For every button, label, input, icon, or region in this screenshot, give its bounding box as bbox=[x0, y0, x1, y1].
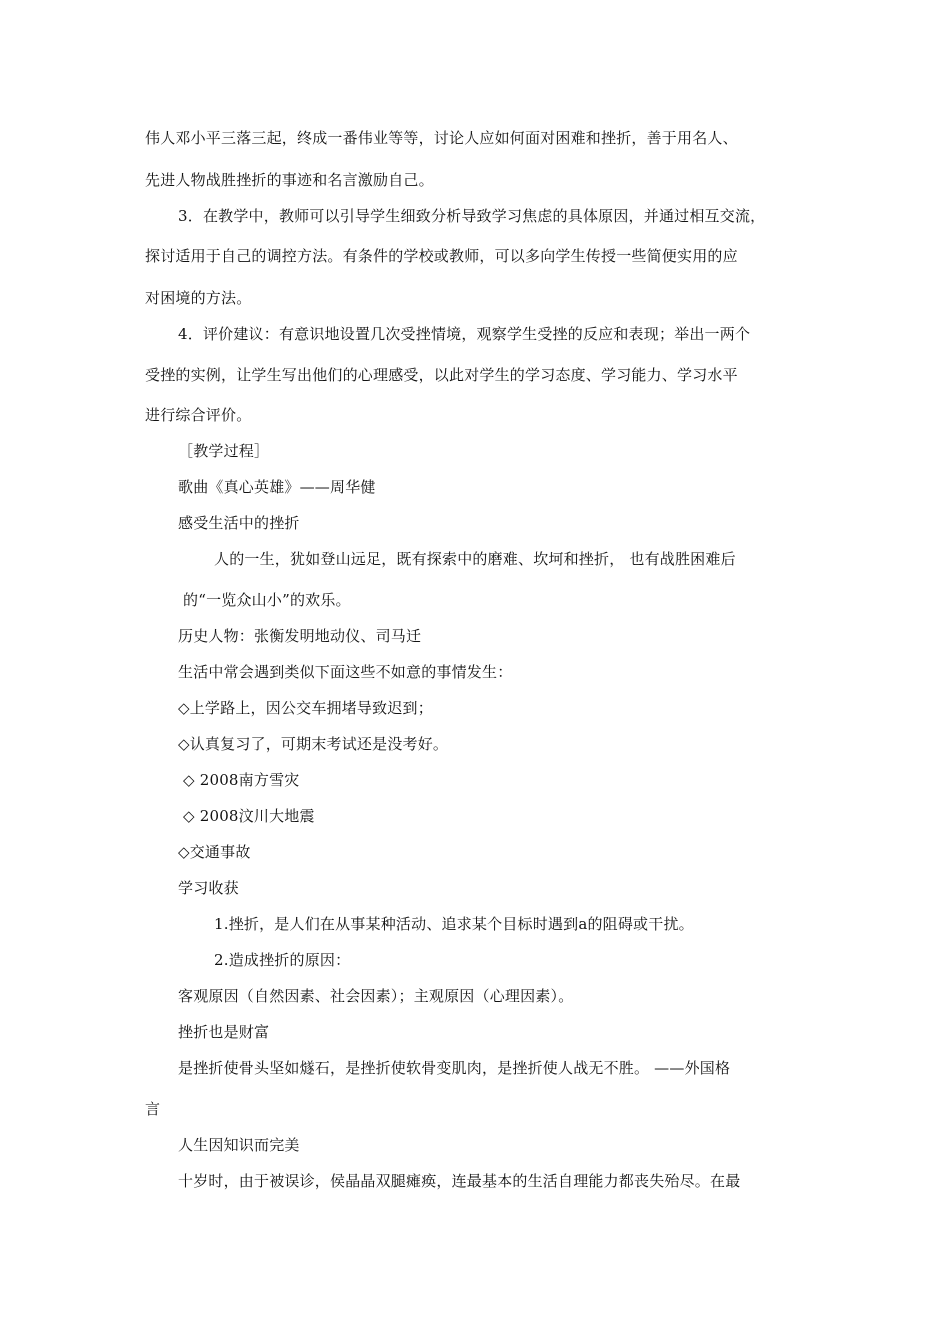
text-line: 历史人物：张衡发明地动仪、司马迁 bbox=[178, 627, 422, 645]
section-heading: ［教学过程］ bbox=[178, 442, 270, 460]
text-line: 先进人物战胜挫折的事迹和名言激励自己。 bbox=[145, 171, 434, 189]
text-line: 对困境的方法。 bbox=[145, 289, 252, 307]
text-line: 1.挫折，是人们在从事某种活动、追求某个目标时遇到a的阻碍或干扰。 bbox=[214, 915, 694, 933]
quote-line: 言 bbox=[145, 1100, 161, 1118]
list-item: ◇交通事故 bbox=[178, 843, 251, 861]
text-line: 4．评价建议：有意识地设置几次受挫情境，观察学生受挫的反应和表现；举出一两个 bbox=[178, 325, 751, 343]
text-line: 2.造成挫折的原因： bbox=[214, 951, 351, 969]
text-line: 生活中常会遇到类似下面这些不如意的事情发生： bbox=[178, 663, 513, 681]
list-item: ◇上学路上，因公交车拥堵导致迟到； bbox=[178, 699, 433, 717]
subheading: 学习收获 bbox=[178, 879, 239, 897]
text-line: 探讨适用于自己的调控方法。有条件的学校或教师，可以多向学生传授一些简便实用的应 bbox=[145, 247, 738, 265]
list-item: ◇ 2008南方雪灾 bbox=[183, 771, 300, 789]
text-line: 进行综合评价。 bbox=[145, 406, 252, 424]
list-item: ◇认真复习了，可期末考试还是没考好。 bbox=[178, 735, 449, 753]
text-line: 受挫的实例，让学生写出他们的心理感受，以此对学生的学习态度、学习能力、学习水平 bbox=[145, 366, 738, 384]
text-line: 歌曲《真心英雄》——周华健 bbox=[178, 478, 376, 496]
text-line: 的“一览众山小”的欢乐。 bbox=[183, 591, 351, 609]
text-line: 客观原因（自然因素、社会因素）；主观原因（心理因素）。 bbox=[178, 987, 574, 1005]
subheading: 人生因知识而完美 bbox=[178, 1136, 300, 1154]
text-line: 十岁时，由于被误诊，侯晶晶双腿瘫痪，连最基本的生活自理能力都丧失殆尽。在最 bbox=[178, 1172, 741, 1190]
text-line: 人的一生，犹如登山远足，既有探索中的磨难、坎坷和挫折， 也有战胜困难后 bbox=[214, 550, 736, 568]
list-item: ◇ 2008汶川大地震 bbox=[183, 807, 315, 825]
text-line: 伟人邓小平三落三起，终成一番伟业等等，讨论人应如何面对困难和挫折，善于用名人、 bbox=[145, 129, 738, 147]
subheading: 挫折也是财富 bbox=[178, 1023, 270, 1041]
text-line: 3．在教学中，教师可以引导学生细致分析导致学习焦虑的具体原因，并通过相互交流， bbox=[178, 207, 766, 225]
subheading: 感受生活中的挫折 bbox=[178, 514, 300, 532]
quote-line: 是挫折使骨头坚如燧石，是挫折使软骨变肌肉，是挫折使人战无不胜。 ——外国格 bbox=[178, 1059, 731, 1077]
